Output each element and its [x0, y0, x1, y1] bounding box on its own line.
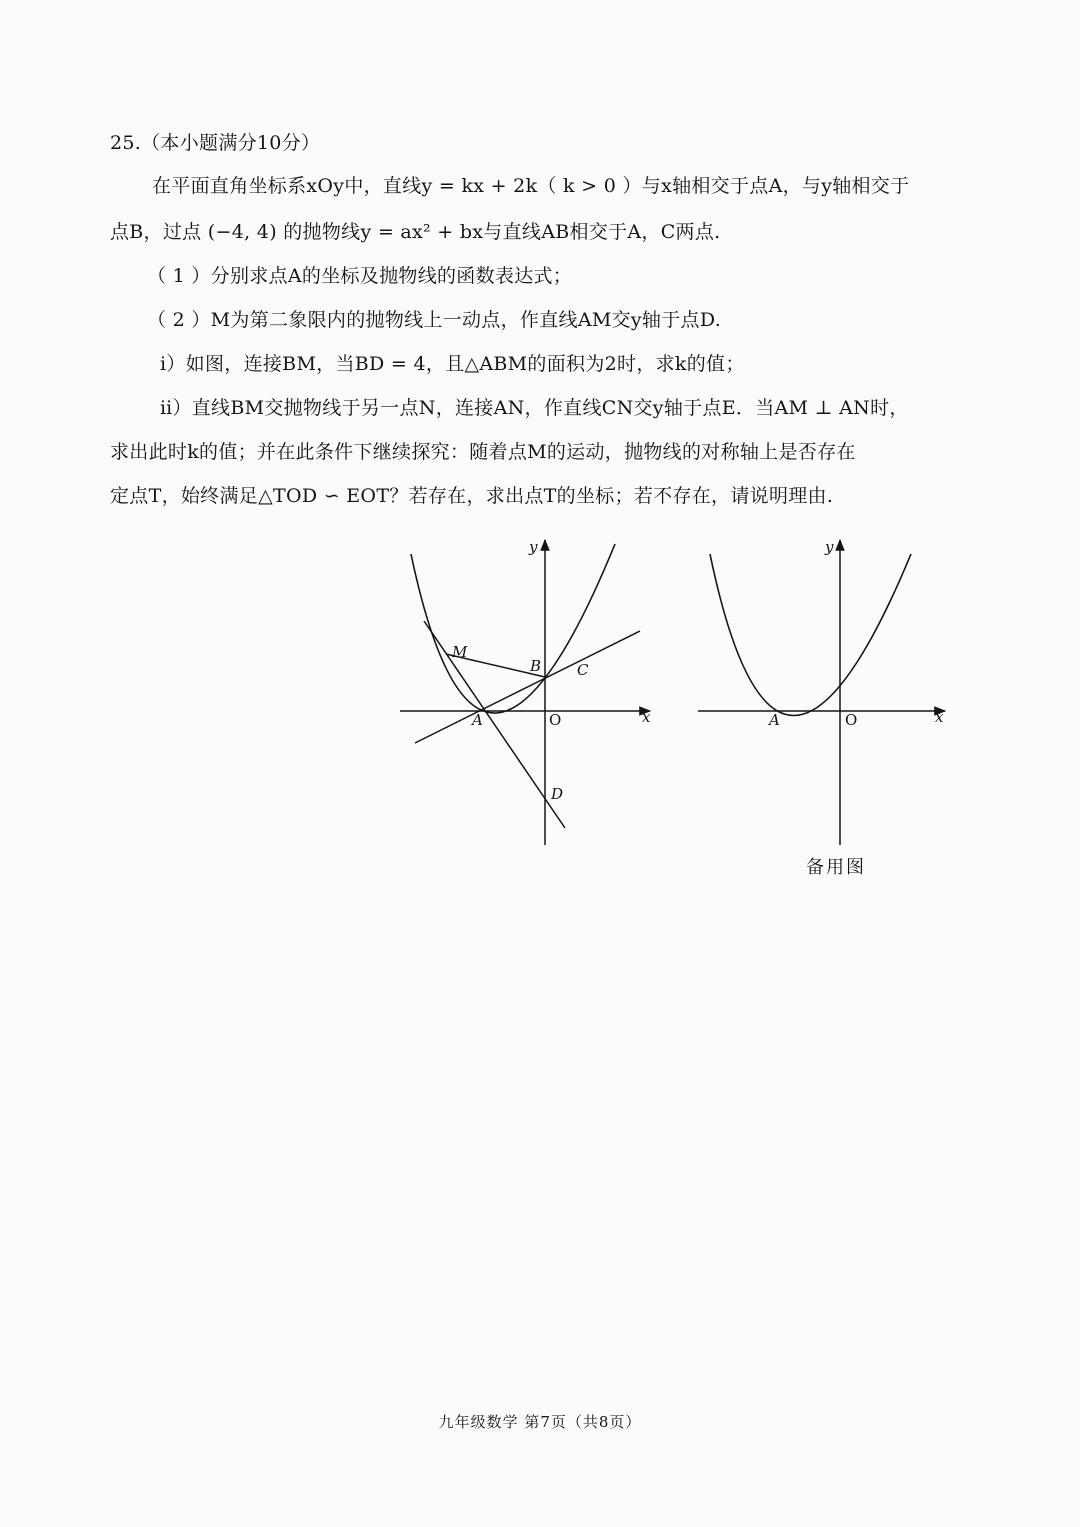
backup-parabola: [710, 554, 911, 716]
label-d: D: [551, 785, 564, 803]
part-2-ii-line-1: ⅱ）直线BM交抛物线于另一点N，连接AN，作直线CN交y轴于点E．当AM ⊥ AN时，: [160, 397, 909, 419]
statement-line-1: 在平面直角坐标系xOy中，直线y = kx + 2k（ k > 0 ）与x轴相交于点A，与y轴相交于: [152, 175, 910, 197]
main-label-y: y: [529, 538, 538, 556]
backup-figure-caption: 备用图: [806, 857, 866, 878]
backup-label-y: y: [825, 538, 834, 556]
main-label-x: x: [642, 708, 651, 726]
figures-svg: [395, 535, 955, 855]
backup-label-o: O: [845, 711, 858, 729]
page-footer: 九年级数学 第7页（共8页）: [438, 1413, 642, 1431]
part-2: （ 2 ）M为第二象限内的抛物线上一动点，作直线AM交y轴于点D.: [147, 309, 722, 331]
main-parabola: [411, 544, 615, 713]
backup-label-x: x: [935, 708, 944, 726]
label-m: M: [452, 643, 468, 661]
label-b: B: [530, 657, 542, 675]
line-ab: [415, 631, 640, 743]
label-c: C: [577, 661, 589, 679]
backup-label-a: A: [769, 711, 780, 729]
main-figure: [400, 538, 651, 845]
part-2-ii-line-2: 求出此时k的值；并在此条件下继续探究：随着点M的运动，抛物线的对称轴上是否存在: [110, 441, 856, 463]
problem-heading: 25.（本小题满分10分）: [110, 132, 321, 154]
part-2-i: ⅰ）如图，连接BM，当BD = 4，且△ABM的面积为2时，求k的值；: [160, 353, 745, 375]
statement-line-2: 点B，过点 (−4, 4) 的抛物线y = ax² + bx与直线AB相交于A，C两点.: [110, 221, 721, 243]
part-2-ii-line-3: 定点T，始终满足△TOD ∽ EOT？若存在，求出点T的坐标；若不存在，请说明理由.: [110, 485, 834, 507]
part-1: （ 1 ）分别求点A的坐标及抛物线的函数表达式；: [147, 265, 573, 287]
main-label-o: O: [549, 711, 562, 729]
main-label-a: A: [472, 711, 483, 729]
line-am: [424, 621, 565, 828]
backup-figure: [698, 538, 945, 845]
